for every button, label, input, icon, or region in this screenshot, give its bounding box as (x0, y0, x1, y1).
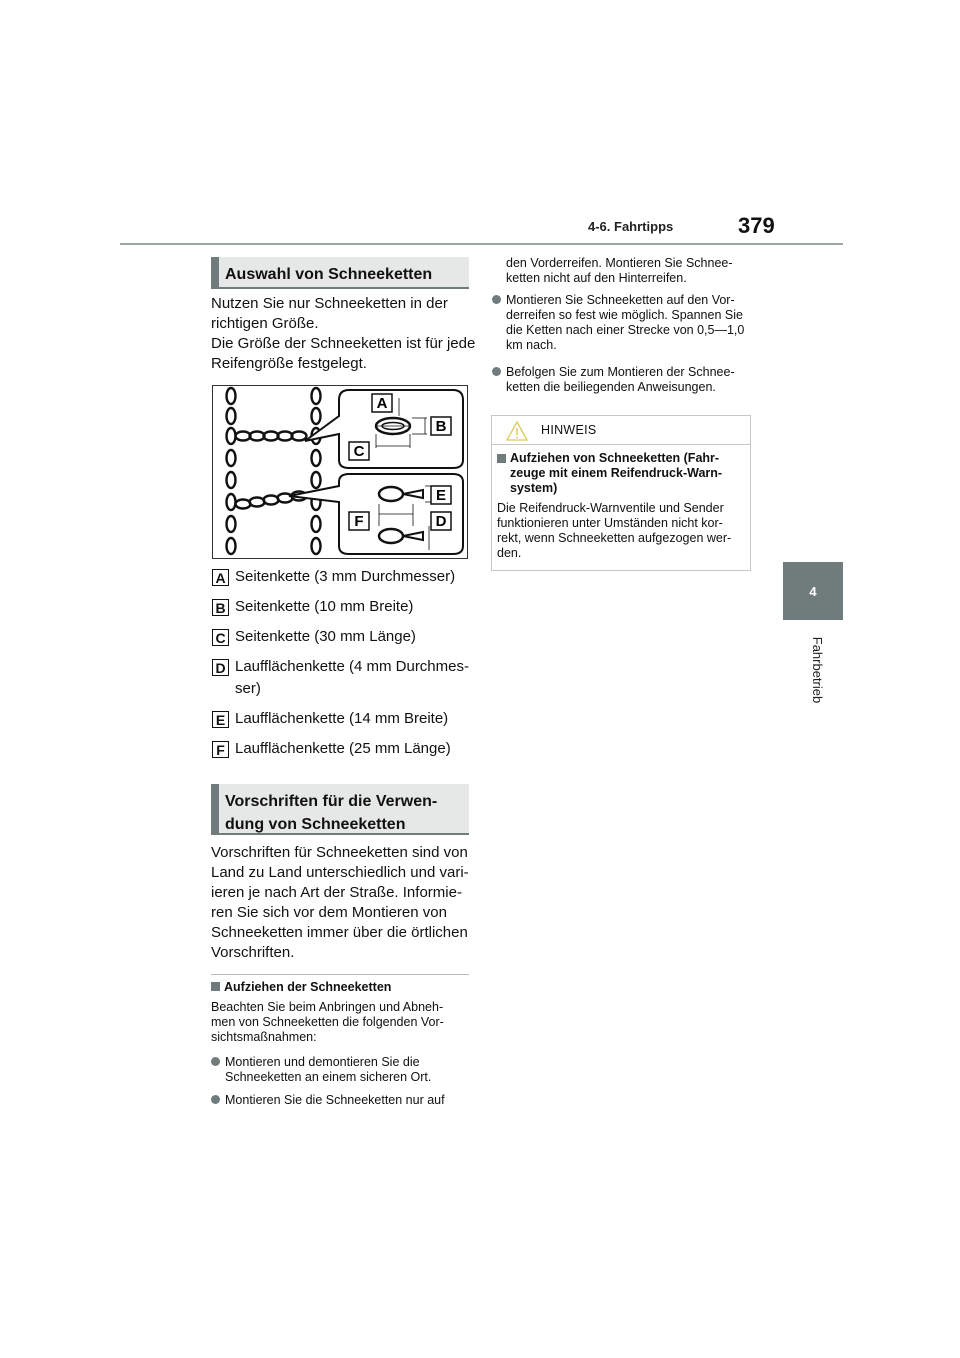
mounting-bullet-2-continued (492, 256, 752, 286)
figure-label-e-text: E (435, 487, 447, 504)
section-heading-line-1: Vorschriften für die Verwen- (225, 793, 438, 810)
legend-item-e (212, 709, 448, 729)
mounting-subheading (211, 980, 391, 995)
legend-text-f: Laufflächenkette (25 mm Länge) (235, 740, 451, 757)
vertical-chain-left (227, 388, 236, 554)
page-number: 379 (738, 213, 775, 238)
intro-line-3: Die Größe der Schneeketten ist für jede (211, 335, 476, 352)
warning-triangle-icon (505, 420, 529, 442)
legend-letter-c: C (212, 629, 229, 646)
snow-chain-illustration (212, 385, 468, 559)
figure-label-b (431, 417, 451, 435)
legend-text-b: Seitenkette (10 mm Breite) (235, 598, 414, 615)
legend-item-c (212, 627, 416, 647)
mounting-bullet-2 (211, 1093, 473, 1108)
mounting-intro-2: men von Schneeketten die folgenden Vor- (211, 1015, 444, 1029)
mounting-bullet-2-cont-line-2: ketten nicht auf den Hinterreifen. (506, 271, 687, 285)
snow-chain-drawing (213, 386, 467, 558)
notice-title: HINWEIS (541, 423, 597, 437)
header-section-title: 4-6. Fahrtipps (588, 219, 674, 234)
mounting-bullet-3-line-4: km nach. (506, 338, 557, 352)
vertical-chain-right (312, 388, 321, 554)
legend-letter-d: D (212, 659, 229, 676)
notice-body-1: Die Reifendruck-Warnventile und Sender (497, 501, 724, 515)
legend-item-d (212, 657, 469, 677)
mounting-bullet-3 (492, 293, 752, 353)
chapter-number: 4 (809, 583, 817, 599)
bullet-dot-icon (211, 1095, 220, 1104)
notice-body-3: rekt, wenn Schneeketten aufgezogen wer- (497, 531, 732, 545)
figure-label-e (431, 486, 451, 504)
figure-label-d-text: D (435, 513, 447, 530)
notice-subheading-line-1: Aufziehen von Schneeketten (Fahr- (510, 451, 720, 465)
square-bullet-icon (497, 454, 506, 463)
legend-item-b (212, 597, 413, 617)
bullet-dot-icon (492, 367, 501, 376)
chapter-label: Fahrbetrieb (810, 636, 825, 704)
figure-label-f (349, 512, 369, 530)
notice-rule (492, 444, 750, 445)
mounting-bullet-3-line-1: Montieren Sie Schneeketten auf den Vor- (506, 293, 735, 307)
mounting-bullet-3-line-3: die Ketten nach einer Strecke von 0,5—1,0 (506, 323, 745, 337)
mounting-intro-1: Beachten Sie beim Anbringen und Abneh- (211, 1000, 444, 1014)
section-heading-auswahl: Auswahl von Schneeketten (211, 257, 469, 289)
mounting-bullet-1-line-2: Schneeketten an einem sicheren Ort. (225, 1070, 432, 1084)
horizontal-chain-top (236, 432, 307, 441)
legend-text-a: Seitenkette (3 mm Durchmesser) (235, 568, 456, 585)
intro-line-2: richtigen Größe. (211, 315, 319, 332)
legend-text-d-continuation: ser) (235, 680, 261, 697)
figure-label-c-text: C (353, 443, 365, 460)
legend-text-c: Seitenkette (30 mm Länge) (235, 628, 416, 645)
figure-label-f-text: F (354, 513, 364, 530)
mounting-bullet-2-line-1: Montieren Sie die Schneeketten nur auf (225, 1093, 445, 1107)
notice-body-4: den. (497, 546, 522, 560)
mounting-intro-3: sichtsmaßnahmen: (211, 1030, 317, 1044)
figure-label-a (372, 394, 392, 412)
legend-letter-a: A (212, 569, 229, 586)
legend-text-d: Laufflächenkette (4 mm Durchmes- (235, 658, 469, 675)
header-rule (120, 243, 843, 245)
chapter-tab (783, 562, 843, 620)
rules-line-3: ieren je nach Art der Straße. Informie- (211, 884, 462, 901)
mounting-bullet-1 (211, 1055, 473, 1085)
intro-line-4: Reifengröße festgelegt. (211, 355, 367, 372)
square-bullet-icon (211, 982, 220, 991)
notice-subheading-line-2: zeuge mit einem Reifendruck-Warn- (510, 466, 723, 480)
legend-item-f (212, 739, 451, 759)
mounting-bullet-4-line-1: Befolgen Sie zum Montieren der Schnee- (506, 365, 735, 379)
subsection-rule (211, 974, 469, 975)
mounting-bullet-4 (492, 365, 752, 395)
section-heading-line-2: dung von Schneeketten (225, 816, 406, 833)
rules-line-5: Schneeketten immer über die örtlichen (211, 924, 468, 941)
bullet-dot-icon (492, 295, 501, 304)
mounting-bullet-1-line-1: Montieren und demontieren Sie die (225, 1055, 420, 1069)
notice-subheading-line-3: system) (510, 481, 558, 495)
rules-line-2: Land zu Land unterschiedlich und vari- (211, 864, 469, 881)
mounting-bullet-4-line-2: ketten die beiliegenden Anweisungen. (506, 380, 716, 394)
intro-line-1: Nutzen Sie nur Schneeketten in der (211, 295, 448, 312)
legend-letter-f: F (212, 741, 229, 758)
rules-line-1: Vorschriften für Schneeketten sind von (211, 844, 468, 861)
section-heading-vorschriften (211, 784, 469, 835)
mounting-subheading-text: Aufziehen der Schneeketten (224, 980, 392, 994)
figure-label-b-text: B (435, 418, 447, 435)
mounting-bullet-2-cont-line-1: den Vorderreifen. Montieren Sie Schnee- (506, 256, 733, 270)
figure-label-c (349, 442, 369, 460)
legend-item-a (212, 567, 455, 587)
figure-label-d (431, 512, 451, 530)
rules-line-6: Vorschriften. (211, 944, 295, 961)
figure-label-a-text: A (376, 395, 388, 412)
legend-text-e: Laufflächenkette (14 mm Breite) (235, 710, 449, 727)
notice-subheading (497, 451, 747, 496)
legend-letter-b: B (212, 599, 229, 616)
bullet-dot-icon (211, 1057, 220, 1066)
legend-letter-e: E (212, 711, 229, 728)
rules-line-4: ren Sie sich vor dem Montieren von (211, 904, 447, 921)
mounting-bullet-3-line-2: derreifen so fest wie möglich. Spannen Sie (506, 308, 743, 322)
notice-body-2: funktionieren unter Umständen nicht kor- (497, 516, 723, 530)
